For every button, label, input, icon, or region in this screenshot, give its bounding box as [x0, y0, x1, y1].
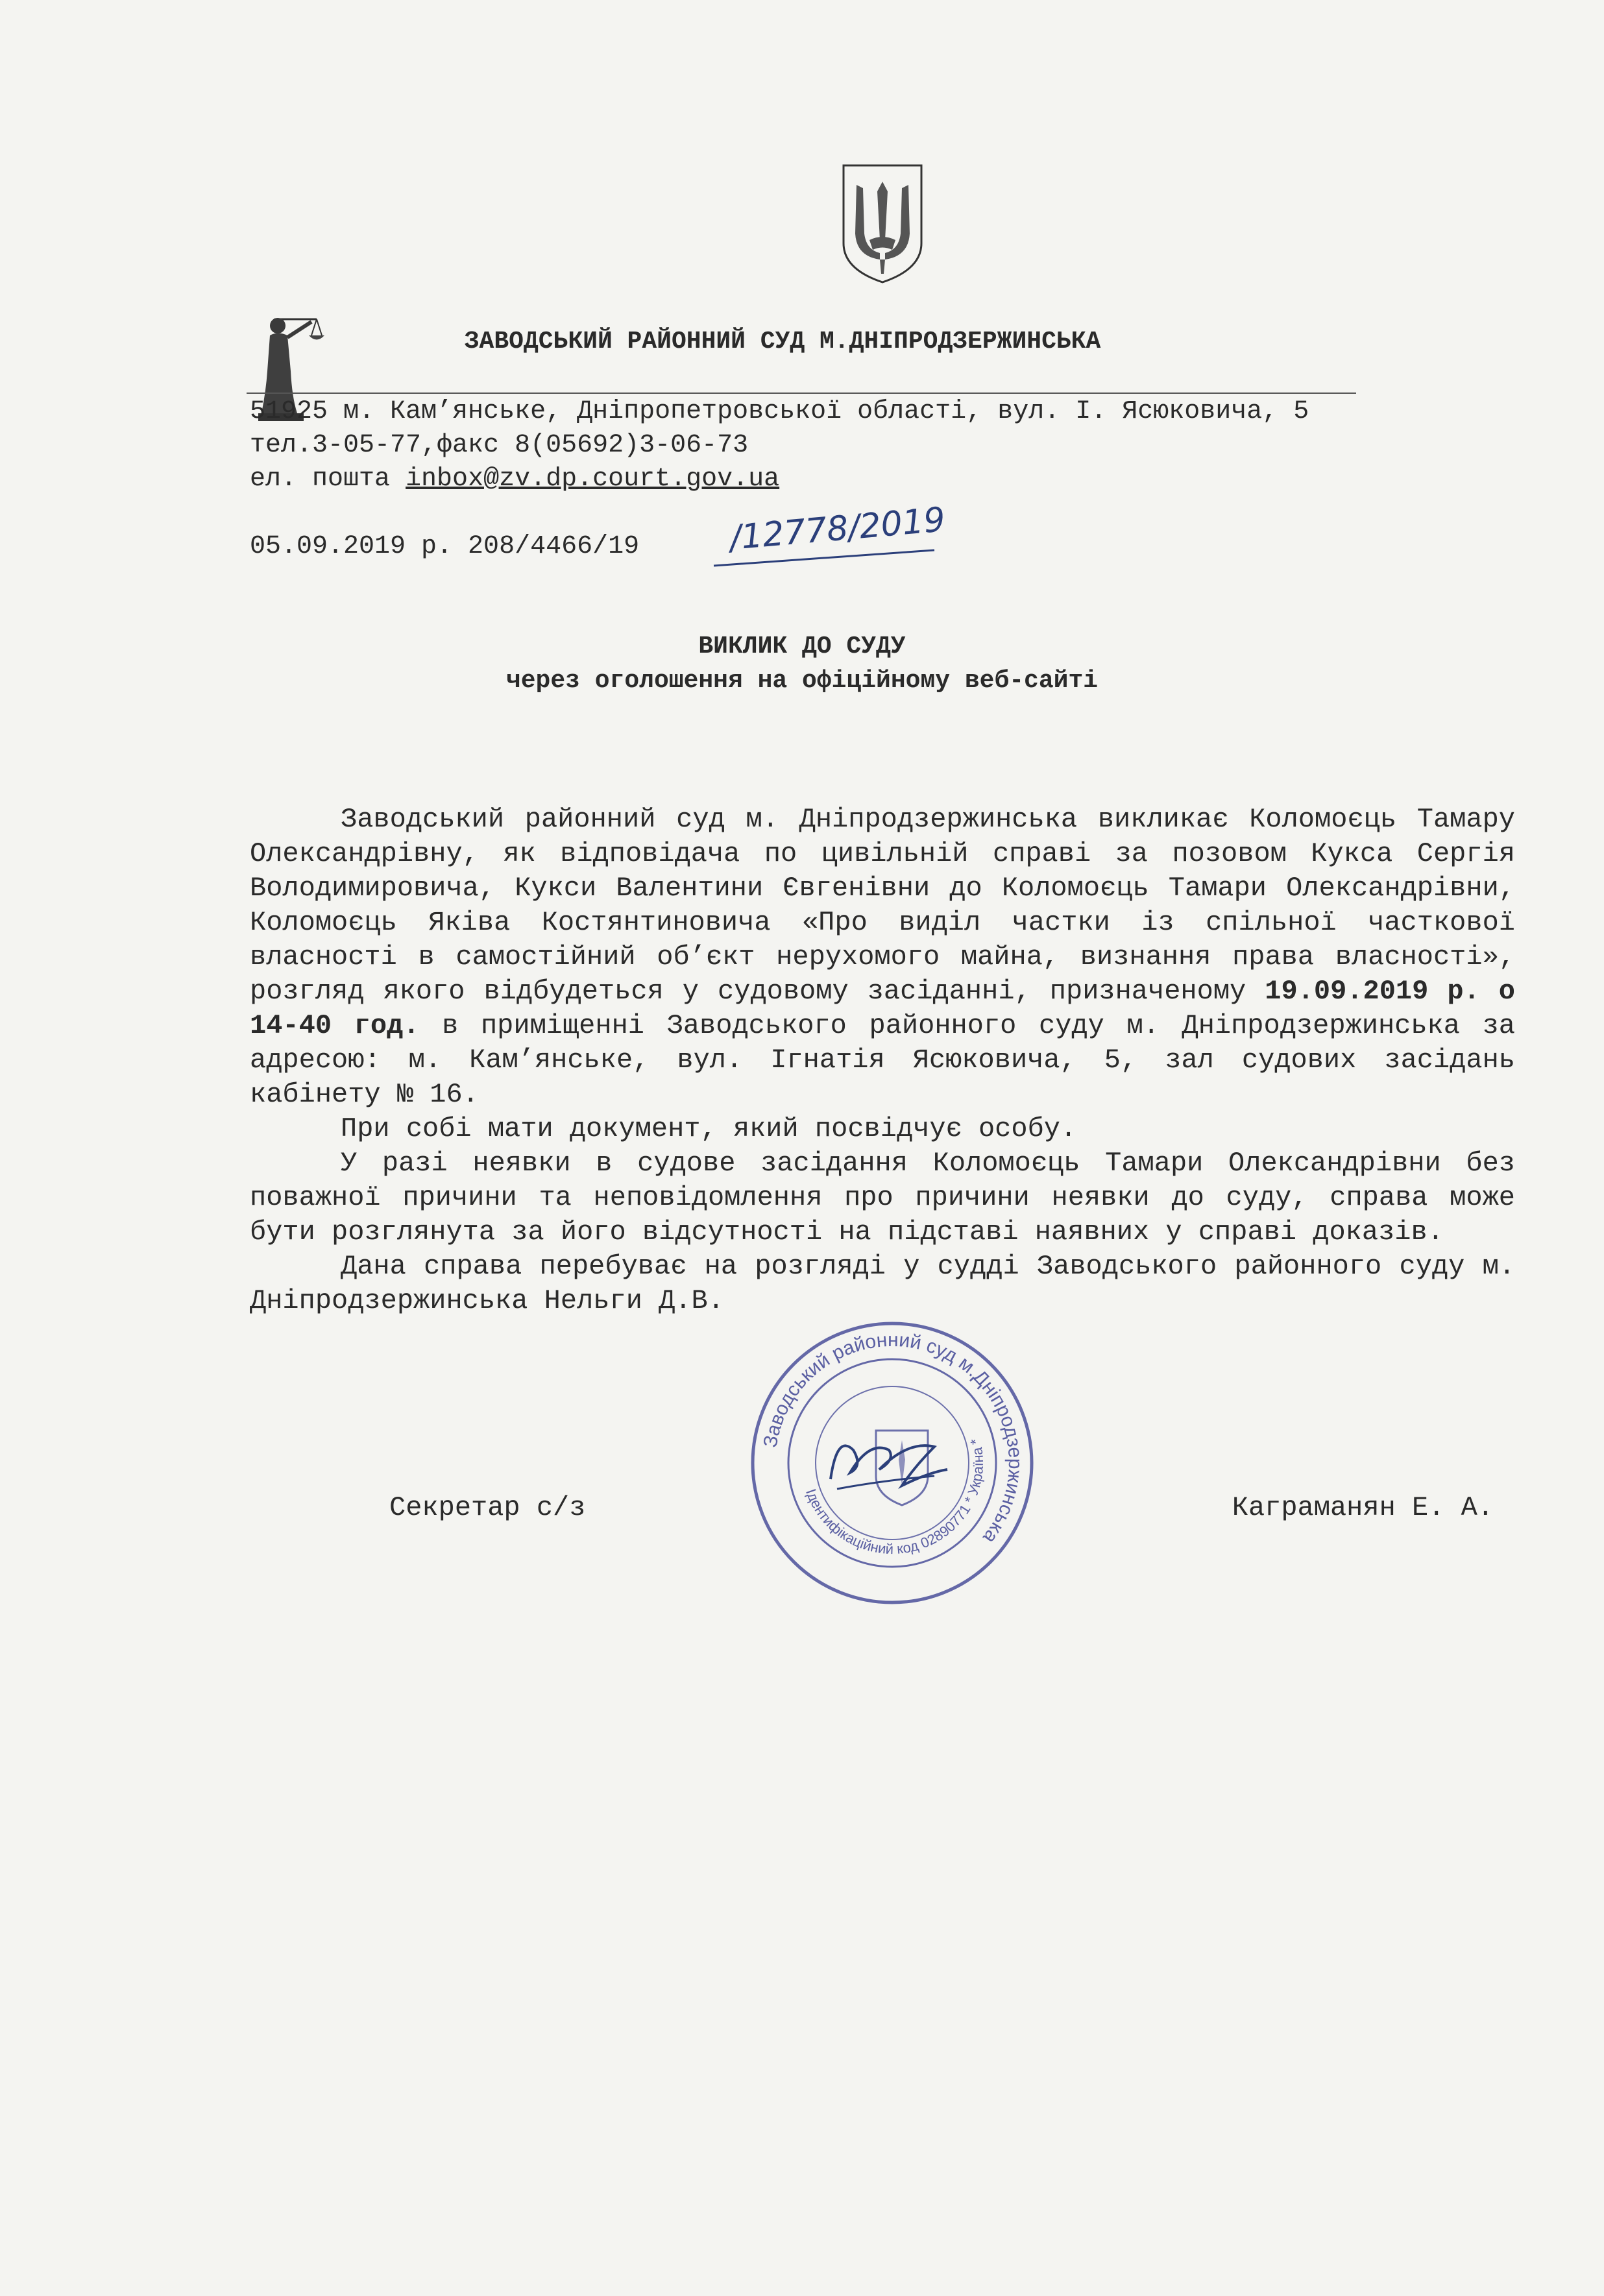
paragraph-judge: Дана справа перебуває на розгляді у судді Заводського районного суду м. Дніпродзержинська Нельги Д.В.	[250, 1251, 1515, 1316]
paragraph-summons	[250, 803, 1515, 1112]
summons-text-end: в приміщенні Заводського районного суду м. Дніпродзержинська за адресою: м. Кам’янське, вул. Ігнатія Ясюковича, 5, зал судових засідань кабінету № 16.	[250, 1010, 1516, 1110]
paragraph-id-document: При собі мати документ, який посвідчує особу.	[341, 1113, 1077, 1144]
document-subtitle: через оголошення на офіційному веб-сайті	[505, 667, 1099, 695]
stamp-outer-text: Заводський районний суд м.Дніпродзержинська	[759, 1329, 1027, 1548]
email-label: ел. пошта	[250, 465, 406, 494]
email-link[interactable]: inbox@zv.dp.court.gov.ua	[406, 465, 780, 494]
document-body	[250, 803, 1515, 1318]
court-address: 51925 м. Кам’янське, Дніпропетровської області, вул. І. Ясюковича, 5	[250, 397, 1309, 426]
court-name-heading: ЗАВОДСЬКИЙ РАЙОННИЙ СУД М.ДНІПРОДЗЕРЖИНСЬКА	[464, 328, 1101, 356]
document-title: ВИКЛИК ДО СУДУ	[698, 633, 906, 660]
court-phone: тел.3-05-77,факс 8(05692)3-06-73	[250, 431, 749, 460]
date-and-case-number: 05.09.2019 р. 208/4466/19	[250, 532, 640, 561]
court-email-line	[250, 465, 779, 494]
secretary-name: Каграманян Е. А.	[1232, 1492, 1494, 1523]
hearing-datetime: 19.09.2019 р. о 14-40 год.	[250, 976, 1516, 1041]
trident-emblem-icon	[837, 162, 928, 285]
paragraph-absence-consequence: У разі неявки в судове засідання Коломоєць Тамари Олександрівни без поважної причини та неповідомлення про причини неявки до суду, справа може бути розглянута за його відсутності на підставі наявних у справі доказів.	[250, 1148, 1515, 1248]
handwritten-registration-number: /12778/2019	[728, 500, 947, 558]
svg-text:Заводський районний суд м.Дніп	[760, 1329, 1026, 1548]
court-stamp	[740, 1311, 1045, 1615]
summons-text-start: Заводський районний суд м. Дніпродзержинська викликає Коломоєць Тамару Олександрівну, як відповідача по цивільній справі за позовом Кукса Сергія Володимировича, Кукси Валентини Євгенівни до Коломоєць Тамари Олександрівни, Коломоєць Яківа Костянтиновича «Про виділ частки із спільної часткової власності в самостійний об’єкт нерухомого майна, визнання права власності», розгляд якого відбудеться у судовому засіданні, призначеному	[250, 804, 1515, 1007]
header-divider	[247, 393, 1356, 394]
secretary-role: Секретар с/з	[389, 1492, 586, 1523]
stamp-inner-text: Ідентифікаційний код 02890771 * Україна *	[803, 1436, 987, 1558]
